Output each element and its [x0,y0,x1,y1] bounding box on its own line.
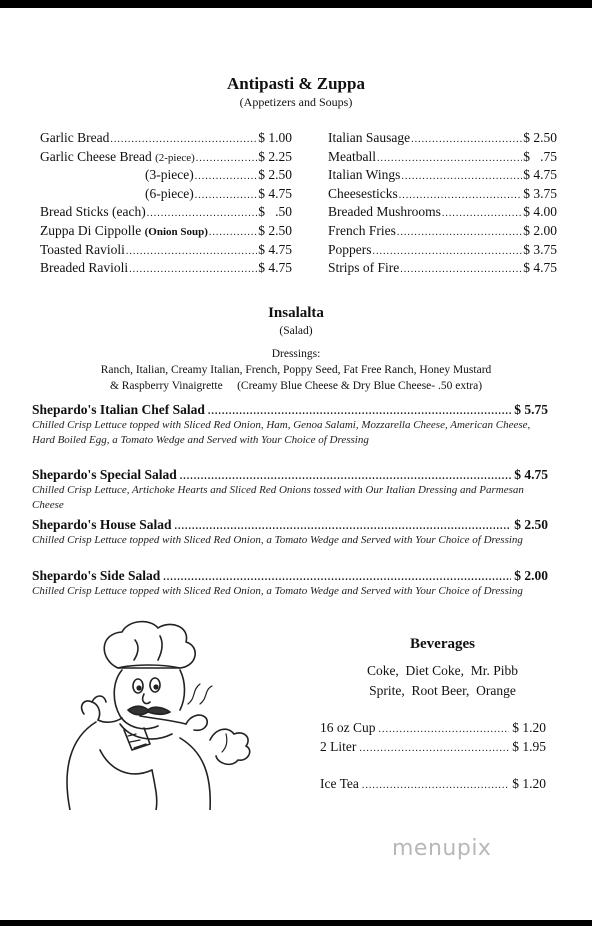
antipasti-right-column [328,130,557,279]
salad-name: Shepardo's Side Salad [32,568,161,583]
salad-title: Insalalta [268,305,324,321]
menu-item: French Fries ..... $ 2.00 [328,223,557,242]
dressings-list-extra: & Raspberry Vinaigrette (Creamy Blue Cheese & Dry Blue Cheese- .50 extra) [109,380,483,392]
beverage-item: Ice Tea ..... $ 1.20 [320,776,546,792]
menu-item: Cheesesticks ..... $ 3.75 [328,186,557,205]
dressings-block [30,346,562,394]
menu-item: Breaded Mushrooms ..... $ 4.00 [328,204,557,223]
menu-item: Garlic Cheese Bread (2-piece) ..... $ 2.25 [40,149,292,168]
beverage-item: 16 oz Cup ..... $ 1.20 [320,720,546,736]
salad-item [32,467,548,513]
salad-description: Chilled Crisp Lettuce topped with Sliced Red Onion, Ham, Genoa Salami, Mozzarella Cheese, American Cheese, Hard Boiled Egg, a Tomato Wedge and Served with Your Choice of Dressing [32,419,531,446]
salad-price: $ 2.50 [514,517,548,532]
menu-item: Meatball ..... $ .75 [328,149,557,168]
beverage-item: 2 Liter ..... $ 1.95 [320,739,546,755]
menu-item: Poppers ..... $ 3.75 [328,242,557,261]
salad-price: $ 4.75 [514,467,548,482]
salad-item [32,517,548,548]
menu-item: Toasted Ravioli ..... $ 4.75 [40,242,292,261]
top-border [0,0,592,8]
salad-item [32,568,548,599]
antipasti-title: Antipasti & Zuppa [227,74,365,93]
menupix-watermark: menupix [392,836,492,861]
menu-item: Bread Sticks (each) ..... $ .50 [40,204,292,223]
menu-item: Garlic Bread ..... $ 1.00 [40,130,292,149]
menu-item: Italian Wings ..... $ 4.75 [328,167,557,186]
beverages-flavors: Coke, Diet Coke, Mr. Pibb [366,663,519,678]
antipasti-subtitle: (Appetizers and Soups) [239,95,353,109]
menu-item: (3-piece) ..... $ 2.50 [40,167,292,186]
menu-item: Strips of Fire ..... $ 4.75 [328,260,557,279]
salad-subtitle: (Salad) [279,325,313,337]
salad-price: $ 5.75 [514,402,548,417]
bottom-border [0,920,592,926]
salad-item [32,402,548,448]
menu-item: Italian Sausage ..... $ 2.50 [328,130,557,149]
salad-price: $ 2.00 [514,568,548,583]
salad-description: Chilled Crisp Lettuce topped with Sliced Red Onion, a Tomato Wedge and Served with Your Choice of Dressing [32,585,523,597]
dressings-label: Dressings: [271,348,321,360]
chef-illustration-icon [40,620,290,810]
salad-name: Shepardo's Italian Chef Salad [32,402,205,417]
dressings-list: Ranch, Italian, Creamy Italian, French, Poppy Seed, Fat Free Ranch, Honey Mustard [100,364,492,376]
menu-item: Zuppa Di Cippolle (Onion Soup) ..... $ 2.50 [40,223,292,242]
salad-name: Shepardo's House Salad [32,517,172,532]
beverages-flavors: Sprite, Root Beer, Orange [369,683,516,698]
salad-description: Chilled Crisp Lettuce topped with Sliced Red Onion, a Tomato Wedge and Served with Your Choice of Dressing [32,534,523,546]
salad-name: Shepardo's Special Salad [32,467,177,482]
menu-item: Breaded Ravioli ..... $ 4.75 [40,260,292,279]
beverages-title: Beverages [410,636,475,652]
antipasti-left-column [40,130,292,279]
menu-item: (6-piece) ..... $ 4.75 [40,186,292,205]
salad-description: Chilled Crisp Lettuce, Artichoke Hearts and Sliced Red Onions tossed with Our Italian Dressing and Parmesan Cheese [32,484,524,511]
